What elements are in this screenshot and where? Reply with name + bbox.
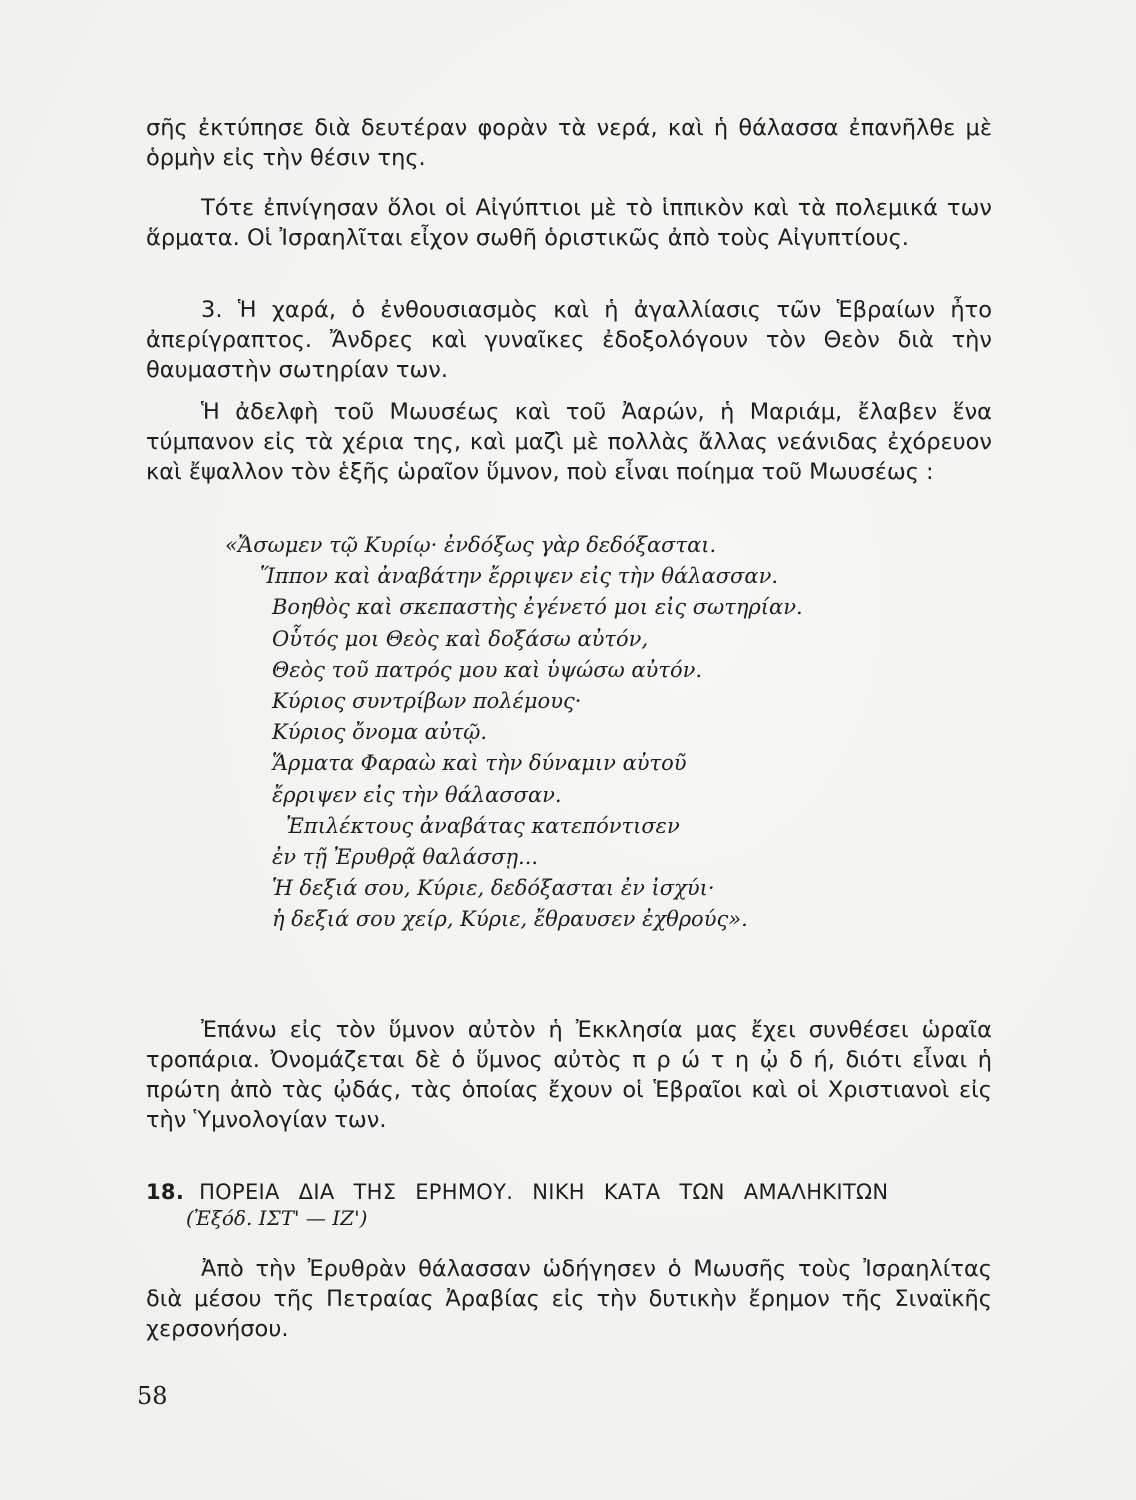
section-title: ΠΟΡΕΙΑ ΔΙΑ ΤΗΣ ΕΡΗΜΟΥ. ΝΙΚΗ ΚΑΤΑ ΤΩΝ ΑΜΑΛΗΚΙΤΩΝ	[199, 1180, 889, 1204]
section-heading	[146, 1180, 992, 1204]
hymn-line: ἡ δεξιά σου χείρ, Κύριε, ἔθραυσεν ἐχθρούς».	[272, 907, 748, 932]
hymn-line: ἔρριψεν εἰς τὴν θάλασσαν.	[272, 782, 562, 807]
page-number: 58	[137, 1382, 168, 1410]
hymn-line: ἐν τῇ Ἐρυθρᾷ θαλάσσῃ...	[272, 845, 539, 870]
hymn-line: Ἐπιλέκτους ἀναβάτας κατεπόντισεν	[286, 813, 680, 838]
paragraph-miriam: Ἡ ἀδελφὴ τοῦ Μωυσέως καὶ τοῦ Ἀαρών, ἡ Μαριάμ, ἔλαβεν ἕνα τύμπανον εἰς τὰ χέρια της, καὶ μαζὶ μὲ πολλὰς ἄλλας νεάνιδας ἐχόρευον καὶ ἔψαλλον τὸν ἑξῆς ὡραῖον ὕμνον, ποὺ εἶναι ποίημα τοῦ Μωυσέως :	[146, 399, 992, 485]
paragraph-continuation: σῆς ἐκτύπησε διὰ δευτέραν φορὰν τὰ νερά, καὶ ἡ θάλασσα ἐπανῆλθε μὲ ὁρμὴν εἰς τὴν θέσιν της.	[146, 115, 992, 171]
hymn-line: Ἡ δεξιά σου, Κύριε, δεδόξασται ἐν ἰσχύι·	[272, 876, 715, 901]
section-number: 18.	[146, 1180, 185, 1204]
hymn-line: Κύριος ὄνομα αὐτῷ.	[272, 720, 488, 745]
hymn-line: Ἵππον καὶ ἀναβάτην ἔρριψεν εἰς τὴν θάλασσαν.	[260, 564, 779, 589]
paragraph-journey: Ἀπὸ τὴν Ἐρυθρὰν θάλασσαν ὡδήγησεν ὁ Μωυσῆς τοὺς Ἰσραηλίτας διὰ μέσου τῆς Πετραίας Ἀραβίας εἰς τὴν δυτικὴν ἔρημον τῆς Σιναϊκῆς χερσονήσου.	[146, 1256, 992, 1342]
hymn-of-moses	[225, 530, 930, 936]
hymn-line: «Ἄσωμεν τῷ Κυρίῳ· ἐνδόξως γὰρ δεδόξασται.	[225, 533, 717, 557]
hymn-line: Ἅρματα Φαραὼ καὶ τὴν δύναμιν αὐτοῦ	[272, 751, 687, 776]
hymn-line: Θεὸς τοῦ πατρός μου καὶ ὑψώσω αὐτόν.	[272, 657, 703, 682]
hymn-line: Βοηθὸς καὶ σκεπαστὴς ἐγένετό μοι εἰς σωτηρίαν.	[272, 595, 803, 620]
paragraph-drowning: Τότε ἐπνίγησαν ὅλοι οἱ Αἰγύπτιοι μὲ τὸ ἱππικὸν καὶ τὰ πολεμικά των ἅρματα. Οἱ Ἰσραηλῖται εἶχον σωθῆ ὁριστικῶς ἀπὸ τοὺς Αἰγυπτίους.	[146, 195, 992, 251]
hymn-line: Κύριος συντρίβων πολέμους·	[272, 689, 582, 714]
hymn-line: Οὗτός μοι Θεὸς καὶ δοξάσω αὐτόν,	[272, 626, 649, 651]
paragraph-joy: 3. Ἡ χαρά, ὁ ἐνθουσιασμὸς καὶ ἡ ἀγαλλίασις τῶν Ἑβραίων ἦτο ἀπερίγραπτος. Ἄνδρες καὶ γυναῖκες ἐδοξολόγουν τὸν Θεὸν διὰ τὴν θαυμαστὴν σωτηρίαν των.	[146, 297, 992, 383]
section-reference: (Ἐξόδ. ΙΣΤ' — ΙΖ')	[186, 1206, 368, 1230]
paragraph-first-ode: Ἐπάνω εἰς τὸν ὕμνον αὐτὸν ἡ Ἐκκλησία μας ἔχει συνθέσει ὡραῖα τροπάρια. Ὀνομάζεται δὲ ὁ ὕμνος αὐτὸς π ρ ώ τ η ᾠ δ ή, διότι εἶναι ἡ πρώτη ἀπὸ τὰς ᾠδάς, τὰς ὁποίας ἔχουν οἱ Ἑβραῖοι καὶ οἱ Χριστιανοὶ εἰς τὴν Ὑμνολογίαν των.	[146, 1017, 992, 1133]
